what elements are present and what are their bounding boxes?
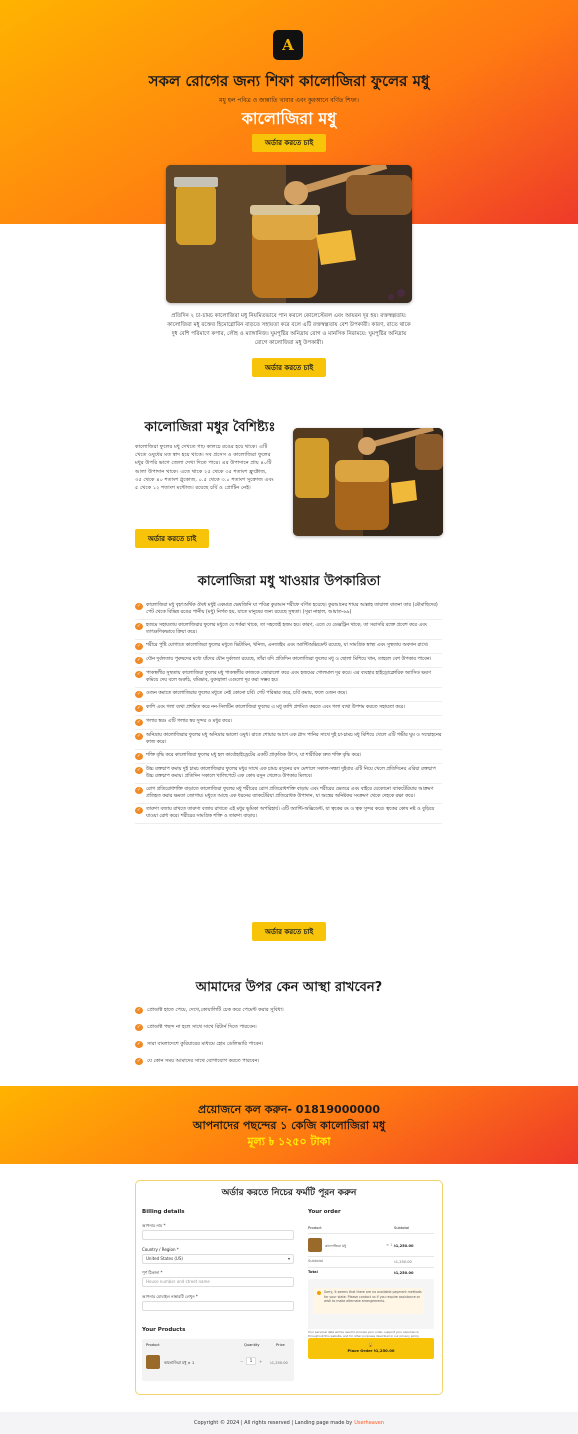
payment-notice-box [308,1279,434,1329]
trust-item-text: প্রোডাক্ট হাতে পেয়ে, দেখে,কোয়ালিটি চেক করে পেমেন্ট করার সুবিধা। [147,1006,284,1013]
check-icon: ✓ [136,623,142,629]
benefits-item [135,620,442,640]
benefits-item [135,804,442,824]
address-field[interactable]: House number and street name [142,1277,294,1287]
footer-brand-link[interactable]: Userheaven [354,1420,385,1426]
check-icon: ✓ [136,657,142,663]
qty-plus-button[interactable]: + [259,1359,263,1364]
subtotal-value: ৳1,250.00 [394,1260,412,1264]
benefits-item-text: কাশি এবং গলা ব্যথা প্রশমিত করে নন-সিলটিন কালোজিরা ফুলের এ মধু কাশি প্রশমিত করতে এবং গলা ব্যথা উপশম করতে সহায়তা করে। [146,705,406,710]
benefits-item-text: রোগ প্রতিরোধশক্তি বাড়াতে কালোজিরা ফুলের মধু শরীরের রোগ প্রতিরোধশক্তি বাড়ায় এবং শরীরের ভেতরে এবং বাইরে যেকোনো ব্যাকটেরিয়ার আক্রমণ প্রতিহত করার ক্ষমতা জোগায়। মধুতে আছে এক ধরনের ব্যাকটেরিয়া প্রতিরোধক উপাদান, যা অন্ত্রের অনিষ্টকর সংক্রমণ থেকে দেহকে রক্ষা করে। [146,787,434,799]
check-icon: ✓ [136,787,142,793]
trust-item [135,1036,442,1053]
benefits-item-text: শক্তি বৃদ্ধি করে কালোজিরা ফুলের মধু হল কার্বোহাইড্রেটের একটি প্রাকৃতিক উৎস, যা শারীরিক দ্রুত শক্তি বৃদ্ধি করে। [146,753,362,758]
benefits-item-text: কালোজিরা মধু বৃহৎঅর্থিক ঔষধ মধুই একমাত্র ভেষজিনি যা পবিত্র কুরআন শরীফে বর্ণিত হয়েছে। কুরআনের শায়র আল্লাহ তায়ালা বাতনা তার (মৌমাছিদের) পেট থেকে বিভিন্ন রঙের পানীয় (মধু) নির্গত হয়, যাতে মানুষের জন্য রয়েছে সুস্থতা। (সূরা নাহাল, আয়াত-৬৯) [146,603,438,615]
cart-item-name: কালোজিরা মধু × 1 [164,1360,195,1365]
hero-subtitle: মধু হল পবিত্র ও জান্নাতি খাবার এবং কুরআনে বর্ণিত শিফা। [219,97,359,104]
benefits-item-text: গলার স্বরঃ এটি গলার স্বর সুন্দর ও মধুর করে। [146,719,232,724]
check-icon: ✓ [136,603,142,609]
footer-text: Copyright © 2024 | All rights reserved | Landing page made by [193,1420,353,1426]
order-item-qty: × 1 [386,1243,393,1247]
country-value: United States (US) [146,1256,183,1261]
cart-item-price: ৳1,250.00 [270,1361,288,1365]
hero-description: প্রতিদিন ২ চা-চামচ কালোজিরা মধু নিয়মিতভাবে পান করলে কোলেস্টেরল এবং আয়রন দূর হয়। রক্তস্বল্পতায়: কালোজিরা মধু রক্তের হিমোগ্লোবিন বাড়তে সহায়তা করে বলে এটি রক্তস্বল্পতায় বেশ উপকারী। কারণ, রাতে থাকে দুধ বেশি পরিমাণে কপার, লৌহ ও ম্যাঙ্গানিজ। ঘুমপুষ্টির অনিদ্রায় রোগ ও মানসিক নিরাময়ে: ঘুমপুষ্টির অনিদ্রায় রোগে কালোজিরা মধু উপকারী। [167,313,411,346]
features-text: কালোজিরা ফুলের মধু দেখতে গাঢ় কালচে রঙের হয়ে থাকে। এটি খেতে ওষুধের মত স্বাদ হয়ে থাকে। সব প্রসেস ও কালোজিরা ফুলের মধুর উপরি ভাগে জেলা দেখা দিতে পারে। এর উপাদানে প্রায় ৪০টি আলা উপাদান থাকে। এতে থাকে ২৫ থেকে ৩৫ শতাংশ ফ্রুক্টোজ, ৩৫ থেকে ৪০ শতাংশ গ্লুকোজ, ০.৫ থেকে ৩.০ শতাংশ সুক্রোজ এবং ৫ থেকে ১২ শতাংশ মন্টোজ। রয়েছে চর্বি ও প্রোটিন নেই। [135,444,274,492]
check-icon: ✓ [136,691,142,697]
features-honey-image [293,428,443,536]
site-logo[interactable] [273,30,303,60]
product-thumbnail [146,1355,160,1369]
order-divider-2 [308,1256,434,1257]
place-order-button[interactable] [308,1338,434,1359]
benefits-item-text: শরীরে পুষ্টি যোগাতে কালোজিরা ফুলের মধুতে ভিটামিন, খনিজ, এনজাইম এবং অ্যান্টিঅক্সিডেন্ট রয়েছে, যা সামগ্রিক স্বাস্থ্য এবং সুস্থতায় অবদান রাখে। [146,643,429,648]
products-title: Your Products [142,1327,186,1333]
trust-list [135,1002,442,1070]
features-title: কালোজিরা মধুর বৈশিষ্ট্যঃ [144,420,276,435]
check-icon: ✓ [136,753,142,759]
hero-honey-image [166,165,412,303]
col-price: Price [276,1343,285,1347]
qty-minus-button[interactable]: − [240,1359,244,1364]
products-table [142,1339,294,1381]
trust-item [135,1019,442,1036]
benefits-item [135,784,442,804]
order-item-price: ৳1,250.00 [394,1244,414,1248]
qty-input[interactable]: 1 [246,1357,256,1365]
order-title: Your order [308,1209,341,1215]
benefits-item [135,640,442,654]
chevron-down-icon: ▾ [287,1256,290,1261]
country-label: Country / Region * [142,1247,179,1252]
check-icon: ✓ [136,705,142,711]
trust-item [135,1053,442,1070]
order-item-name: কালোজিরা মধু [325,1244,347,1248]
benefits-item-text: তারুণ্য বজায় রাখতে তারুণ্য বজায় রাখতে এই মধুর ভূমিকা অপরিহার্য। এটি অ্যান্টি-অক্সিডেন্ট, যা ত্বকের রং ও ত্বক সুন্দর করে। ত্বকের কোষ নষ্ট ও বুড়িয়ে যাওয়া রোধ করে। শরীরের সামগ্রিক শক্তি ও তারুণ্য বাড়ায়। [146,807,435,819]
product-name: কালোজিরা মধু [241,109,337,128]
check-icon: ✓ [136,1041,142,1047]
total-label: Total [308,1270,318,1274]
hero-title: সকল রোগের জন্য শিফা কালোজিরা ফুলের মধু [148,72,430,90]
benefits-item-text: পাকস্থলীর সুস্থতায় কালোজিরা ফুলের মধু পাকস্থলীর কাজকে জোরালো করে এবং হজমের গোলমাল দূর করে। এর ব্যবহার হাইড্রোক্লোরিক অ্যাসিড ক্ষরণ কমিয়ে দেয় বলে অরুচি, বমিভাব, বুকজ্বালা এগুলো দূর করা সম্ভব হয়। [146,671,431,683]
check-icon: ✓ [136,643,142,649]
col-product: Product [146,1343,160,1347]
name-field[interactable] [142,1230,294,1240]
benefits-item-text: ওজন কমাতে কালোজিরার ফুলের মধুতে নেই কোনো চর্বি। পেট পরিষ্কার করে, চর্বি কমায়, ফলে ওজন কমে। [146,691,348,696]
benefits-item [135,654,442,668]
trust-item-text: যে কোন সময় আমাদের সাথে যোগাযোগ করতে পারবেন। [147,1057,260,1064]
check-icon: ✓ [136,807,142,813]
order-divider [308,1233,434,1234]
benefits-item-text: অনিদ্রায় কালোজিরার ফুলের মধু অনিদ্রার ভালো ওষুধ। রাতে শোয়ার আগে এক গ্লাস পানির সাথে দুই চা-চামচ মধু মিশিয়ে খেলে এটি গভীর ঘুম ও সম্মোহনের কাজ করে। [146,733,442,745]
call-phone: প্রয়োজনে কল করুন- 01819000000 [198,1103,380,1116]
benefits-item [135,716,442,730]
benefits-item [135,764,442,784]
total-value: ৳1,250.00 [394,1271,414,1275]
check-icon: ✓ [136,767,142,773]
logo-mark: A [282,36,294,54]
trust-item [135,1002,442,1019]
benefits-item [135,730,442,750]
country-select[interactable] [142,1254,294,1264]
order-button-features[interactable]: অর্ডার করতে চাই [135,529,209,548]
order-col-subtotal: Subtotal [394,1226,410,1230]
benefits-item-text: হজমে সহায়তায় কালোজিরার ফুলের মধুতে যে শর্করা থাকে, তা সহজেই হজম হয়। কারণ, এতে যে ডেক্সট্রিন থাকে, তা সরাসরি রক্তে প্রবেশ করে এবং তাৎক্ষণিকভাবে ক্রিয়া করে। [146,623,427,635]
subtotal-label: Subtotal [308,1259,324,1263]
order-divider-3 [308,1267,434,1268]
billing-title: Billing details [142,1209,185,1215]
call-offer: আপনাদের পছন্দের ১ কেজি কালোজিরা মধু [192,1119,386,1132]
order-col-product: Product [308,1226,322,1230]
benefits-item-text: যৌন দুর্বলতায় পুরুষদের মধ্যে যাঁদের যৌন দুর্বলতা রয়েছে, তাঁরা যদি প্রতিদিন কালোজিরা ফুলের মধু ও ছোলা মিশিয়ে খান, তাহলে বেশ উপকার পাবেন। [146,657,432,662]
order-button-hero[interactable]: অর্ডার করতে চাই [252,134,326,152]
order-button-hero-2[interactable]: অর্ডার করতে চাই [252,358,326,377]
benefits-item-text: উচ্চ রক্তচাপ কমায় দুই চামচ কালোজিরার ফুলের মধুর সাথে এক চামচ রসুনের রস মেশালে সকাল-সন্ধ্যা দুইবার এটি নিয়ে খেলে প্রতিদিনের এরিয়া রক্তচাপ উচ্চ রক্তচাপ কমায়। প্রতিদিন সকালে খালিপেটে এক কোষ রসুন খেলেও উপকার মিলবে। [146,767,436,779]
benefits-item [135,600,442,620]
warning-icon [317,1291,321,1295]
check-icon: ✓ [136,1007,142,1013]
check-icon: ✓ [136,1024,142,1030]
call-price: মূল্য ৳ ১২৫০ টাকা [247,1135,331,1148]
order-thumbnail [308,1238,322,1252]
benefits-item [135,750,442,764]
payment-notice-text: Sorry, it seems that there are no available payment methods for your state. Please contact us if you require assistance or wish to make alternate arrangements. [324,1290,422,1304]
col-quantity: Quantity [244,1343,260,1347]
order-form [135,1180,443,1395]
place-order-label: Place Order ৳1,250.00 [347,1348,395,1353]
check-icon: ✓ [136,719,142,725]
benefits-list [135,600,442,824]
phone-field[interactable] [142,1301,294,1311]
benefits-title: কালোজিরা মধু খাওয়ার উপকারিতা [197,574,381,589]
trust-title: আমাদের উপর কেন আস্থা রাখবেন? [195,980,383,995]
form-title: অর্ডার করতে নিচের ফর্মটি পূরন করুন [221,1188,357,1198]
address-label: পূর্ণ ঠিকানা * [142,1270,163,1275]
footer [0,1412,578,1434]
name-label: আপনার নাম * [142,1223,166,1228]
benefits-item [135,688,442,702]
trust-item-text: সারা বাংলাদেশে কুরিয়ারের মাধ্যমে হোম ডেলিভারি পাবেন। [147,1040,264,1047]
check-icon: ✓ [136,733,142,739]
benefits-item [135,702,442,716]
trust-item-text: প্রোডাক্ট পছন্দ না হলে সাথে সাথে রিটার্ন দিতে পারবেন। [147,1023,257,1030]
benefits-item [135,668,442,688]
lock-icon: 🔒 [367,1342,375,1348]
check-icon: ✓ [136,671,142,677]
payment-notice [314,1288,424,1314]
phone-label: আপনার মোবাইল নাম্বারটি লেখুন * [142,1294,198,1299]
check-icon: ✓ [136,1058,142,1064]
order-button-benefits[interactable]: অর্ডার করতে চাই [252,922,326,941]
privacy-text: Your personal data will be used to process your order, support your experience throughout this website, and for other purposes described in our privacy policy. [308,1330,420,1338]
